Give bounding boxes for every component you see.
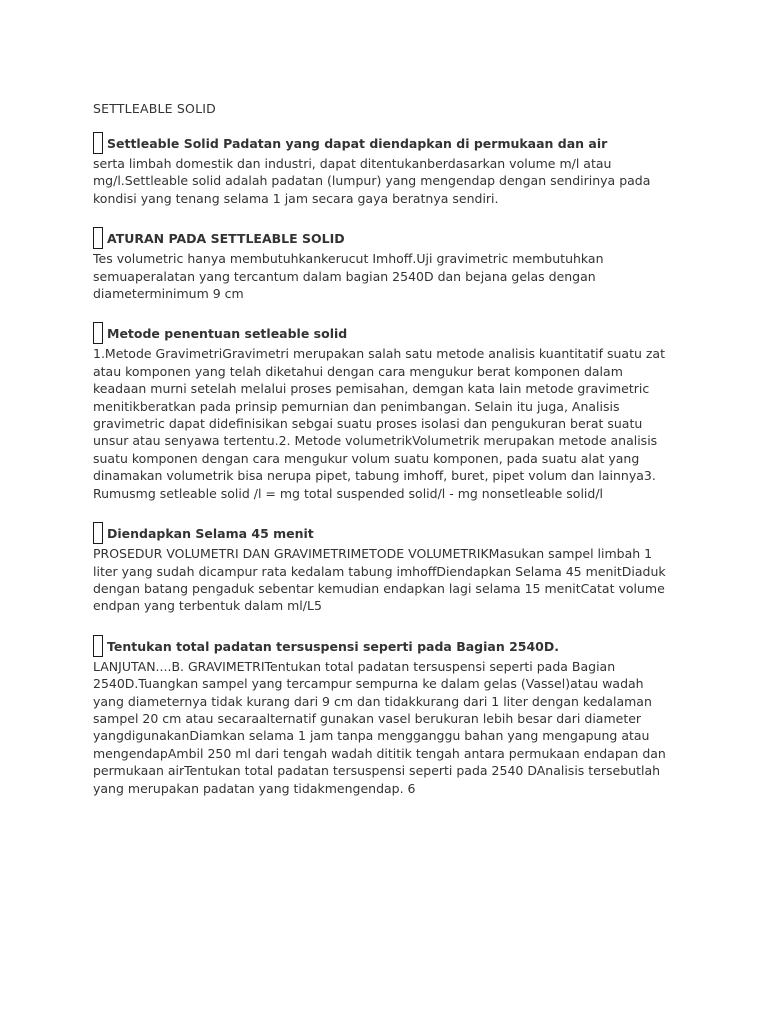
section-heading xyxy=(93,128,683,154)
section-metode xyxy=(93,318,683,502)
section-body: PROSEDUR VOLUMETRI DAN GRAVIMETRIMETODE VOLUMETRIKMasukan sampel limbah 1 liter yang sudah dicampur rata kedalam tabung imhoffDiendapkan Selama 45 menitDiaduk dengan batang pengaduk sebentar kemudian endapkan lagi selama 15 menitCatat volume endpan yang terbentuk dalam ml/L5 xyxy=(93,546,666,614)
section-body: serta limbah domestik dan industri, dapat ditentukanberdasarkan volume m/l atau mg/l.Settleable solid adalah padatan (lumpur) yang mengendap dengan sendirinya pada kondisi yang tenang selama 1 jam secara gaya beratnya sendiri. xyxy=(93,156,651,206)
section-heading xyxy=(93,223,683,249)
section-aturan xyxy=(93,223,683,302)
section-body: 1.Metode GravimetriGravimetri merupakan salah satu metode analisis kuantitatif suatu zat atau komponen yang telah diketahui dengan cara mengukur berat komponen dalam keadaan murni setelah melalui proses pemisahan, demgan kata lain metode gravimetric menitikberatkan pada prinsip pemurnian dan penimbangan. Selain itu juga, Analisis gravimetric dapat didefinisikan sebgai suatu proses isolasi dan pengukuran berat suatu unsur atau senyawa tertentu.2. Metode volumetrikVolumetrik merupakan metode analisis suatu komponen dengan cara mengukur volum suatu komponen, pada suatu alat yang dinamakan volumetrik bisa nerupa pipet, tabung imhoff, buret, pipet volum dan lainnya3. Rumusmg setleable solid /l = mg total suspended solid/l - mg nonsetleable solid/l xyxy=(93,346,665,501)
section-heading-text: Diendapkan Selama 45 menit xyxy=(107,526,314,542)
document-title: SETTLEABLE SOLID xyxy=(93,101,216,116)
section-tentukan xyxy=(93,631,683,797)
section-heading-text: ATURAN PADA SETTLEABLE SOLID xyxy=(107,231,345,247)
box-icon xyxy=(93,132,103,154)
section-heading-text: Metode penentuan setleable solid xyxy=(107,326,348,342)
box-icon xyxy=(93,227,103,249)
box-icon xyxy=(93,322,103,344)
section-heading xyxy=(93,631,683,657)
section-heading-text: Tentukan total padatan tersuspensi seperti pada Bagian 2540D. xyxy=(107,638,559,654)
section-body: LANJUTAN....B. GRAVIMETRITentukan total padatan tersuspensi seperti pada Bagian 2540D.Tuangkan sampel yang tercampur sempurna ke dalam gelas (Vassel)atau wadah yang diameternya tidak kurang dari 9 cm dan tidakkurang dari 1 liter dengan kedalaman sampel 20 cm atau secaraalternatif gunakan vasel berukuran lebih besar dari diameter yangdigunakanDiamkan selama 1 jam tanpa mengganggu bahan yang mengapung atau mengendapAmbil 250 ml dari tengah wadah dititik tengah antara permukaan endapan dan permukaan airTentukan total padatan tersuspensi seperti pada 2540 DAnalisis tersebutlah yang merupakan padatan yang tidakmengendap. 6 xyxy=(93,658,666,796)
box-icon xyxy=(93,522,103,544)
section-heading xyxy=(93,318,683,344)
box-icon xyxy=(93,635,103,657)
section-heading-text: Settleable Solid Padatan yang dapat diendapkan di permukaan dan air xyxy=(107,136,608,151)
section-diendapkan xyxy=(93,518,683,615)
section-heading xyxy=(93,518,683,544)
section-settleable-solid xyxy=(93,128,683,207)
document-page xyxy=(93,100,683,813)
section-body: Tes volumetric hanya membutuhkankerucut Imhoff.Uji gravimetric membutuhkan semuaperalatan yang tercantum dalam bagian 2540D dan bejana gelas dengan diameterminimum 9 cm xyxy=(93,251,604,302)
